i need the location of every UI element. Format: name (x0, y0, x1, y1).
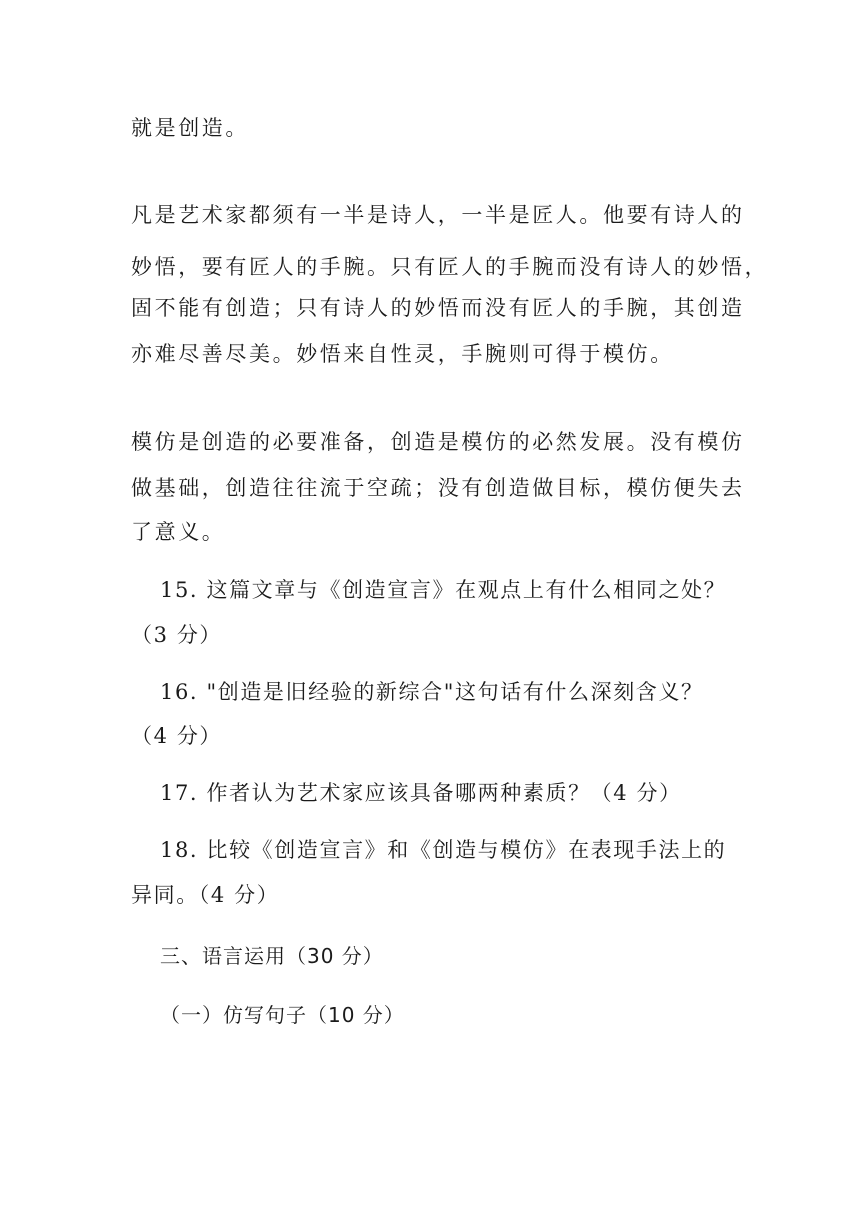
paragraph-line: 就是创造。 (131, 116, 249, 140)
question-score: （3 分） (131, 623, 223, 647)
question-text: 16. "创造是旧经验的新综合"这句话有什么深刻含义？ (160, 680, 704, 704)
paragraph-line: 模仿是创造的必要准备，创造是模仿的必然发展。没有模仿 (131, 430, 745, 454)
question-text: 18. 比较《创造宣言》和《创造与模仿》在表现手法上的 (160, 838, 727, 862)
subsection-heading: （一）仿写句子（10 分） (160, 1003, 405, 1027)
paragraph-line: 凡是艺术家都须有一半是诗人，一半是匠人。他要有诗人的 (131, 203, 745, 227)
paragraph-line: 了意义。 (131, 520, 226, 544)
paragraph-line: 亦难尽善尽美。妙悟来自性灵，手腕则可得于模仿。 (131, 342, 674, 366)
paragraph-line: 做基础，创造往往流于空疏；没有创造做目标，模仿便失去 (131, 476, 745, 500)
paragraph-line: 妙悟，要有匠人的手腕。只有匠人的手腕而没有诗人的妙悟， (131, 255, 769, 279)
question-text: 15. 这篇文章与《创造宣言》在观点上有什么相同之处？ (160, 578, 727, 602)
section-heading: 三、语言运用（30 分） (160, 944, 384, 968)
question-score: （4 分） (131, 724, 223, 748)
question-text-continued: 异同。（4 分） (131, 883, 280, 907)
question-text: 17. 作者认为艺术家应该具备哪两种素质？（4 分） (160, 781, 682, 805)
paragraph-line: 固不能有创造；只有诗人的妙悟而没有匠人的手腕，其创造 (131, 296, 745, 320)
